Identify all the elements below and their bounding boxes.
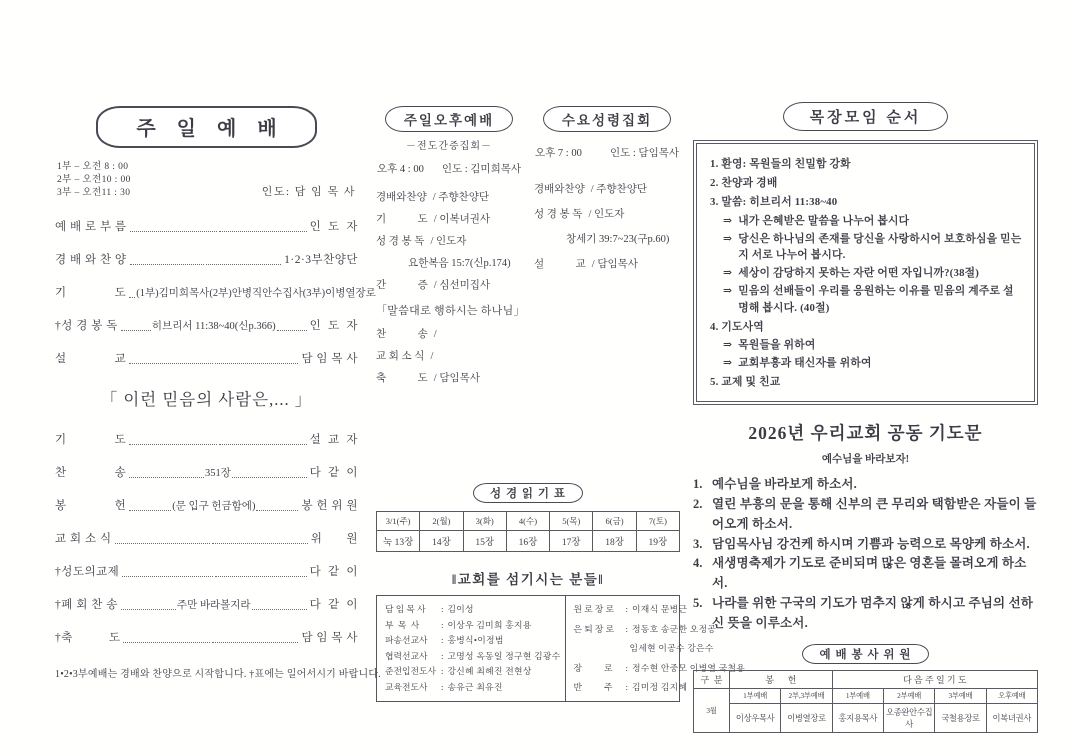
cell-meeting-subitem <box>710 231 1024 263</box>
row-label: 설 교 <box>534 259 586 270</box>
reading-cell: 16장 <box>506 531 549 552</box>
row-label: 교 회 소 식 <box>376 351 425 362</box>
prayer-text: 새생명축제가 기도로 준비되며 많은 영혼들 몰려오게 하소서. <box>712 556 1027 591</box>
prayer-number: 3. <box>693 536 703 551</box>
row-label: 경배와찬양 <box>376 192 427 203</box>
row-label: †성도의교제 <box>55 566 120 579</box>
reading-header: 5(목) <box>550 512 593 531</box>
sermon-title: 「 이런 믿음의 사람은,... 」 <box>100 390 313 410</box>
worship-row-benediction <box>55 632 358 645</box>
row-right: 설 교 자 <box>309 434 358 447</box>
servant-names: 송유근 최유진 <box>447 681 503 692</box>
worship-row-offering <box>55 500 358 513</box>
row-label: 기 도 <box>376 214 428 225</box>
servant-role: 반 주 <box>573 682 613 692</box>
wednesday-title: 수요성령집회 <box>543 106 671 132</box>
subitem-text: 내가 은혜받은 말씀을 나누어 봅시다 <box>738 214 910 227</box>
row-label: 기 도 <box>55 287 127 300</box>
dotted-leader <box>129 500 298 513</box>
afternoon-row <box>376 329 522 341</box>
bible-reading-title: 성 경 읽 기 표 <box>473 483 583 503</box>
worship-row-hymn <box>55 467 358 480</box>
prayer-number: 4. <box>693 556 703 571</box>
servant-row <box>385 604 561 615</box>
committee-name: 국철용장로 <box>935 704 986 733</box>
row-value: / 심선미집사 <box>433 280 491 291</box>
sunday-worship-section <box>55 106 381 681</box>
committee-subheader: 2부예배 <box>883 689 934 704</box>
colon: : <box>441 604 444 614</box>
row-label: 찬 송 <box>376 329 428 340</box>
prayer-title: 2026년 우리교회 공동 기도문 <box>748 423 983 444</box>
prayer-text: 담임목사님 강건케 하시며 기쁨과 능력으로 목양케 하소서. <box>712 536 1030 551</box>
servant-names: 이상우 김미희 홍지용 <box>447 619 532 630</box>
wednesday-row <box>534 184 680 196</box>
servant-row <box>385 620 561 631</box>
afternoon-leader: 인도 : 김미희목사 <box>441 164 521 175</box>
committee-name: 이복녀권사 <box>986 704 1037 733</box>
row-right: 인 도 자 <box>309 221 358 234</box>
afternoon-time: 오후 4 : 00 <box>377 164 424 175</box>
wednesday-time-row <box>535 145 679 160</box>
dotted-leader <box>121 320 307 333</box>
wednesday-time: 오후 7 : 00 <box>535 148 582 159</box>
committee-title: 예 배 봉 사 위 원 <box>802 644 928 664</box>
arrow-icon: ⇒ <box>723 285 733 298</box>
servant-role: 교육전도사 <box>385 681 428 692</box>
prayer-number: 5. <box>693 595 703 610</box>
cell-meeting-subitem <box>710 213 1024 229</box>
row-right: 다 같 이 <box>309 599 358 612</box>
service-time-1: 1부 – 오전 8 : 00 <box>57 162 129 172</box>
colon: : <box>441 666 444 676</box>
reading-value-row <box>377 531 680 552</box>
cell-meeting-box <box>693 140 1038 405</box>
afternoon-service-section <box>376 106 525 395</box>
colon: : <box>625 662 628 673</box>
prayer-item <box>693 554 1038 594</box>
row-label: †폐 회 찬 송 <box>55 599 118 612</box>
dotted-leader <box>129 444 306 447</box>
row-label: 예 배 로 부 름 <box>55 221 127 234</box>
row-label: 경 배 와 찬 양 <box>55 254 127 267</box>
dotted-leader <box>130 264 282 267</box>
row-value: / <box>430 351 434 362</box>
committee-subheader: 1부예배 <box>832 689 883 704</box>
cell-meeting-subitem <box>710 337 1024 353</box>
committee-name: 이상우목사 <box>730 704 781 733</box>
cell-meeting-title: 목장모임 순서 <box>783 102 949 131</box>
row-value: / 주향찬양단 <box>590 184 647 195</box>
prayer-subtitle: 예수님을 바라보자! <box>821 454 910 466</box>
row-value: / 담임목사 <box>433 373 480 384</box>
committee-header: 다 음 주 일 기 도 <box>832 671 1037 689</box>
row-right: 담 임 목 사 <box>301 353 358 366</box>
committee-header: 봉 헌 <box>730 671 833 689</box>
sunday-worship-title: 주 일 예 배 <box>96 106 316 148</box>
reading-header-row <box>377 512 680 531</box>
servant-role: 파송선교사 <box>385 635 428 645</box>
committee-subheader: 3부예배 <box>935 689 986 704</box>
afternoon-scripture: 요한복음 15:7(신p.174) <box>408 258 511 269</box>
dotted-leader <box>123 642 298 645</box>
prayer-item <box>693 535 1038 555</box>
worship-row-scripture <box>55 320 358 333</box>
servants-left-column <box>377 596 565 701</box>
servant-row <box>385 682 561 693</box>
row-label: 봉 헌 <box>55 500 127 513</box>
afternoon-quote: 「말씀대로 행하시는 하나님」 <box>376 305 525 317</box>
subitem-text: 목원들을 위하여 <box>738 338 816 351</box>
colon: : <box>441 635 444 645</box>
row-right: 다 같 이 <box>309 566 358 579</box>
sunday-worship-title-wrap <box>55 106 358 148</box>
service-committee-section <box>693 644 1038 733</box>
prayer-item <box>693 594 1038 634</box>
row-label: 기 도 <box>55 434 127 447</box>
row-center: 주만 바라볼지라 <box>176 600 251 612</box>
wednesday-leader: 인도 : 담임목사 <box>609 148 679 159</box>
row-value: / 인도자 <box>588 209 625 220</box>
servant-role: 은 퇴 장 로 <box>573 623 615 634</box>
dotted-leader <box>129 467 306 480</box>
right-section <box>693 102 1038 733</box>
worship-row-call <box>55 221 358 234</box>
worship-row-prayer2 <box>55 434 358 447</box>
row-label: 간 증 <box>376 280 428 291</box>
dotted-leader <box>115 543 308 546</box>
afternoon-row <box>376 192 522 204</box>
row-right: 위 원 <box>310 533 358 546</box>
afternoon-time-row <box>377 161 521 176</box>
row-label: 성 경 봉 독 <box>376 236 425 247</box>
row-label: 찬 송 <box>55 467 127 480</box>
servant-role: 담 임 목 사 <box>385 604 426 614</box>
wednesday-service-section <box>534 106 680 395</box>
row-label: †성 경 봉 독 <box>55 320 118 333</box>
row-right: 1·2·3부찬양단 <box>284 254 358 267</box>
afternoon-row <box>376 214 522 226</box>
servant-role: 부 목 사 <box>385 619 420 630</box>
reading-cell: 14장 <box>420 531 463 552</box>
servant-role: 준전입전도사 <box>385 666 436 676</box>
arrow-icon: ⇒ <box>723 267 733 280</box>
subitem-text: 교회부흥과 태신자를 위하여 <box>738 357 872 370</box>
common-prayer-section <box>693 420 1038 633</box>
wednesday-scripture: 창세기 39:7~23(구p.60) <box>566 234 670 245</box>
cell-meeting-subitem <box>710 265 1024 281</box>
row-center: 351장 <box>205 468 231 480</box>
bible-reading-table <box>376 511 680 552</box>
prayer-text: 예수님을 바라보게 하소서. <box>712 477 858 492</box>
committee-names-row <box>694 704 1038 733</box>
servants-title: ‖교회를 섬기시는 분들‖ <box>451 572 605 587</box>
prayer-number: 1. <box>693 477 703 492</box>
servant-names: 이재식 문병근 <box>631 604 688 614</box>
subitem-text: 믿음의 선배들이 우리를 응원하는 이유를 믿음의 계주로 설명해 봅시다. (40절) <box>738 285 1014 314</box>
servant-names: 임세현 이공수 강은수 <box>629 643 714 653</box>
colon: : <box>441 619 444 630</box>
prayer-number: 2. <box>693 497 703 512</box>
service-times <box>57 161 131 199</box>
dotted-leader <box>130 231 307 234</box>
servant-names: 홍병식•이정범 <box>447 635 504 645</box>
afternoon-row <box>376 373 522 385</box>
reading-header: 6(금) <box>593 512 636 531</box>
row-label: 교 회 소 식 <box>55 533 112 546</box>
row-right: 담 임 목 사 <box>301 632 358 645</box>
service-leader: 인도: 담 임 목 사 <box>261 186 356 199</box>
reading-header: 7(토) <box>636 512 679 531</box>
row-center: (1부)김미희목사(2부)안병직안수집사(3부)이병열장로 <box>136 288 376 300</box>
row-value: / 이복녀권사 <box>433 214 491 225</box>
cell-meeting-item: 1. 환영: 목원들의 친밀함 강화 <box>710 158 851 170</box>
prayer-text: 열린 부흥의 문을 통해 신부의 큰 무리와 택함받은 자들이 들어오게 하소서. <box>712 497 1037 531</box>
worship-row-prayer <box>55 287 376 300</box>
cell-meeting-item: 4. 기도사역 <box>710 320 764 333</box>
cell-meeting-item: 5. 교제 및 친교 <box>710 376 781 389</box>
bible-reading-section <box>376 483 680 552</box>
arrow-icon: ⇒ <box>723 214 733 227</box>
worship-row-praise <box>55 254 358 267</box>
worship-row-fellowship <box>55 566 358 579</box>
afternoon-row-witness <box>376 280 522 292</box>
servant-role <box>574 643 622 654</box>
afternoon-row <box>376 236 522 248</box>
committee-subheader: 1부예배 <box>730 689 781 704</box>
mid-top <box>376 106 680 395</box>
worship-row-sermon <box>55 353 358 366</box>
committee-name: 이병열장로 <box>781 704 832 733</box>
committee-name: 홍지용목사 <box>832 704 883 733</box>
reading-header: 4(수) <box>506 512 549 531</box>
worship-row-news <box>55 533 358 546</box>
servant-names: 강신혜 최혜진 전현상 <box>447 666 532 676</box>
servant-row <box>385 635 561 646</box>
service-times-row <box>57 161 356 199</box>
committee-month: 3월 <box>694 689 730 733</box>
worship-row-closing-hymn <box>55 599 358 612</box>
afternoon-row <box>376 351 522 363</box>
reading-cell: 15장 <box>463 531 506 552</box>
cell-meeting-item: 3. 말씀: 히브리서 11:38~40 <box>710 196 838 209</box>
service-time-3: 3부 – 오전11 : 30 <box>57 187 131 198</box>
reading-header: 3/1(주) <box>377 512 420 531</box>
reading-cell: 17장 <box>550 531 593 552</box>
colon: : <box>441 650 444 661</box>
arrow-icon: ⇒ <box>723 338 733 351</box>
committee-header-row <box>694 671 1038 689</box>
servant-names: 정동호 송군한 오정공 <box>631 623 717 634</box>
committee-table <box>693 670 1038 733</box>
reading-cell: 19장 <box>636 531 679 552</box>
committee-name: 오종완안수집사 <box>883 704 934 733</box>
row-right: 다 같 이 <box>309 467 358 480</box>
row-value: / 인도자 <box>430 236 467 247</box>
servant-role: 협력선교사 <box>385 650 428 661</box>
reading-header: 3(화) <box>463 512 506 531</box>
dotted-leader <box>129 363 298 366</box>
row-value: / 주향찬양단 <box>432 192 489 203</box>
servant-names: 김이성 <box>447 604 474 614</box>
row-label: 축 도 <box>376 373 428 384</box>
afternoon-title: 주일오후예배 <box>385 106 513 132</box>
servant-row <box>385 651 561 662</box>
committee-subheader: 오후예배 <box>986 689 1037 704</box>
servant-role: 장 로 <box>573 662 613 673</box>
committee-subheader: 2부,3부예배 <box>781 689 832 704</box>
worship-footnote: 1•2•3부예배는 경배와 찬양으로 시작합니다. †표에는 일어서시기 바랍니다. <box>55 669 381 681</box>
servant-names: 정수현 안중모 이병열 국철용 <box>631 662 746 673</box>
row-right: 봉 헌 위 원 <box>301 500 358 513</box>
row-center: 히브리서 11:38~40(신p.366) <box>151 321 276 333</box>
servant-role: 원 로 장 로 <box>573 604 615 614</box>
cell-meeting-subitem <box>710 355 1024 371</box>
subitem-text: 세상이 감당하지 못하는 자란 어떤 자입니까?(38절) <box>738 267 980 280</box>
reading-cell: 18장 <box>593 531 636 552</box>
row-label: 성 경 봉 독 <box>534 209 583 220</box>
row-value: / <box>433 329 437 340</box>
committee-subheader-row <box>694 689 1038 704</box>
colon: : <box>625 623 628 634</box>
row-center: (문 입구 헌금함에) <box>172 501 256 513</box>
wednesday-row <box>534 209 680 221</box>
dotted-leader <box>129 287 376 300</box>
arrow-icon: ⇒ <box>723 232 733 245</box>
cell-meeting-subitem <box>710 283 1024 315</box>
servant-names: 김미정 김지혜 <box>631 682 688 692</box>
prayer-item <box>693 475 1038 495</box>
colon: : <box>625 682 628 692</box>
service-time-2: 2부 – 오전10 : 00 <box>57 174 131 185</box>
prayer-item <box>693 495 1038 535</box>
prayer-text: 나라를 위한 구국의 기도가 멈추지 않게 하시고 주님의 선하신 뜻을 이루소서. <box>712 595 1034 630</box>
colon: : <box>441 681 444 692</box>
arrow-icon: ⇒ <box>723 357 733 370</box>
row-label: 설 교 <box>55 353 127 366</box>
wednesday-row-sermon <box>534 259 680 271</box>
committee-header: 구 분 <box>694 671 730 689</box>
dotted-leader <box>122 576 306 579</box>
colon: : <box>625 604 628 614</box>
row-label: 경배와찬양 <box>534 184 585 195</box>
row-value: / 담임목사 <box>591 259 638 270</box>
reading-header: 2(월) <box>420 512 463 531</box>
subitem-text: 당신은 하나님의 존재를 당신을 사랑하시어 보호하심을 믿는지 서로 나누어 봅시다. <box>738 232 1022 261</box>
cell-meeting-item: 2. 찬양과 경배 <box>710 177 778 190</box>
row-right: 인 도 자 <box>309 320 358 333</box>
servant-row <box>385 666 561 677</box>
row-label: †축 도 <box>55 632 121 645</box>
prayer-list <box>693 475 1038 633</box>
reading-cell: 눅 13장 <box>377 531 420 552</box>
afternoon-subtitle: －전도간증집회－ <box>406 141 492 152</box>
dotted-leader <box>121 599 307 612</box>
servant-names: 고명성 옥동일 정구현 김광수 <box>447 650 561 661</box>
